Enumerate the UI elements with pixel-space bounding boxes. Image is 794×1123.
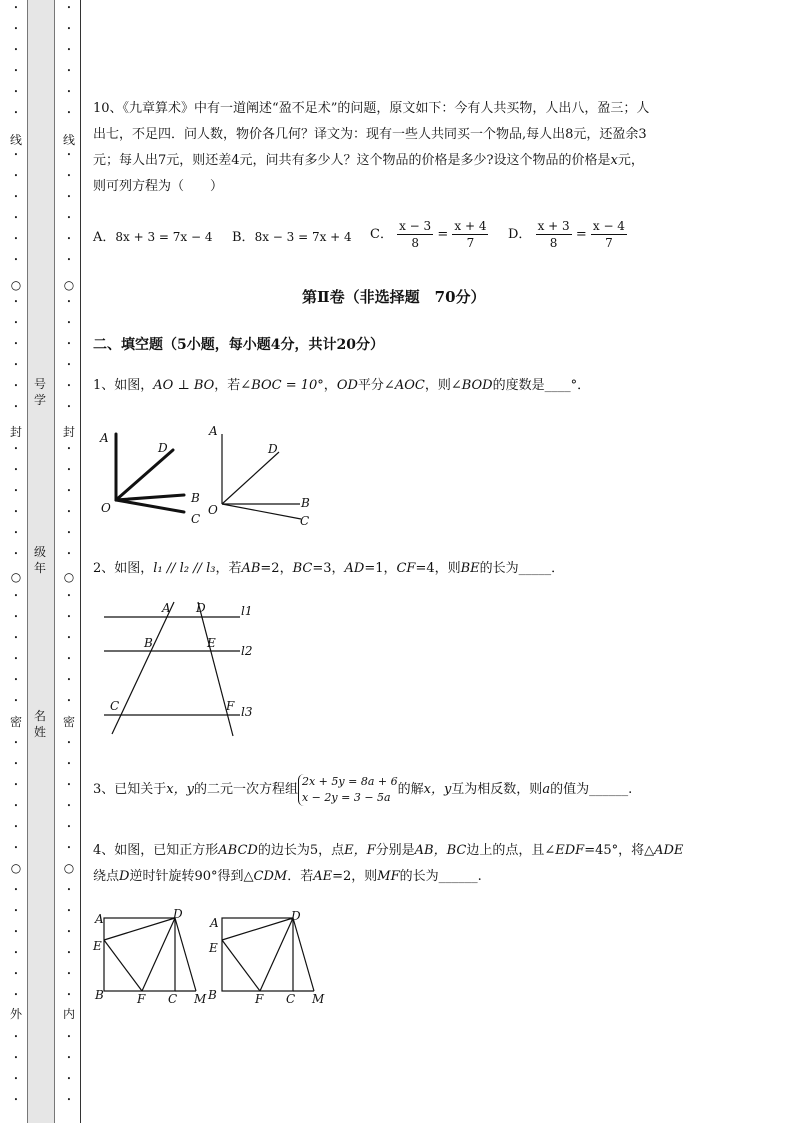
binding-dot-icon: • xyxy=(66,319,72,327)
binding-dot-icon: • xyxy=(66,193,72,201)
q2-label-D: D xyxy=(196,601,206,615)
binding-dot-icon: • xyxy=(13,1054,19,1062)
q1-text: 1、如图，AO ⊥ BO，若∠BOC = 10°，OD平分∠AOC，则∠BOD的度数是____°． xyxy=(93,378,591,393)
inner-label-nei: 内 xyxy=(62,1007,75,1021)
binding-dot-icon: • xyxy=(66,235,72,243)
binding-dot-icon: • xyxy=(13,361,19,369)
binding-dot-icon: • xyxy=(13,907,19,915)
option-c-frac2: $\frac{x + 4}{7}$ xyxy=(454,219,487,250)
binding-dot-icon: • xyxy=(66,172,72,180)
binding-dot-icon: • xyxy=(13,298,19,306)
inner-label-mi: 密 xyxy=(62,715,75,729)
q1-fig2-label-B: B xyxy=(301,496,310,510)
option-c-frac1: $\frac{x - 3}{8}$ xyxy=(399,219,432,250)
q3-text: 3、已知关于x，y的二元一次方程组 2x + 5y = 8a + 6 x − 2y = 3 − 5a 的解x，y互为相反数，则a的值为______. xyxy=(93,774,633,804)
binding-dot-icon: • xyxy=(66,46,72,54)
binding-dot-icon: • xyxy=(66,781,72,789)
q10-var-x: x xyxy=(610,153,618,168)
option-b-label: B． xyxy=(232,230,255,245)
q10-line3 xyxy=(93,148,644,174)
option-d-frac1: $\frac{x + 3}{8}$ xyxy=(537,219,570,250)
q4-fig1-label-M: M xyxy=(194,992,207,1006)
q10-line1: 10、《九章算术》中有一道阐述“盈不足术”的问题，原文如下：今有人共买物，人出八，盈三；人 xyxy=(93,101,650,116)
q10-line3-end: 元， xyxy=(617,153,644,168)
q1-fig1-label-D: D xyxy=(158,441,168,455)
binding-circle-icon: ○ xyxy=(10,861,22,875)
binding-dot-icon: • xyxy=(66,634,72,642)
binding-circle-icon: ○ xyxy=(10,278,22,292)
q10-option-b xyxy=(232,222,352,253)
q4-fig1-label-D: D xyxy=(173,907,183,921)
outer-label-wai: 外 xyxy=(9,1007,22,1021)
binding-dot-icon: • xyxy=(13,214,19,222)
field-exam-number: 号学 xyxy=(33,377,46,407)
q2-label-E: E xyxy=(207,636,216,650)
binding-dot-icon: • xyxy=(13,67,19,75)
binding-dot-icon: • xyxy=(13,1075,19,1083)
q4-fig1-label-C: C xyxy=(168,992,178,1006)
binding-dot-icon: • xyxy=(13,634,19,642)
outer-label-feng: 封 xyxy=(9,425,22,439)
binding-dot-icon: • xyxy=(66,550,72,558)
binding-dot-icon: • xyxy=(66,529,72,537)
inner-rule xyxy=(80,0,81,1123)
binding-dot-icon: • xyxy=(66,1054,72,1062)
q4-fig1-label-A: A xyxy=(95,912,104,926)
q4-fig2-label-B: B xyxy=(208,988,217,1002)
q1-fig2-label-O: O xyxy=(208,503,218,517)
q4-figure xyxy=(92,906,342,1008)
outer-label-mi: 密 xyxy=(9,715,22,729)
binding-dot-icon: • xyxy=(66,655,72,663)
outer-dot-column xyxy=(9,0,23,1123)
binding-dot-icon: • xyxy=(13,844,19,852)
binding-dot-icon: • xyxy=(66,970,72,978)
binding-dot-icon: • xyxy=(13,151,19,159)
q2-label-B: B xyxy=(144,636,153,650)
binding-dot-icon: • xyxy=(13,466,19,474)
q4-fig1-label-E: E xyxy=(93,939,102,953)
q4-fig1-label-B: B xyxy=(95,988,104,1002)
binding-dot-icon: • xyxy=(66,256,72,264)
binding-dot-icon: • xyxy=(13,823,19,831)
q4-fig2-label-E: E xyxy=(209,941,218,955)
option-d-eq: = xyxy=(575,227,587,242)
binding-dot-icon: • xyxy=(13,487,19,495)
inner-dot-column xyxy=(62,0,76,1123)
binding-dot-icon: • xyxy=(66,907,72,915)
binding-dot-icon: • xyxy=(66,298,72,306)
outer-label-xian: 线 xyxy=(9,133,22,147)
q4-fig2-label-A: A xyxy=(210,916,219,930)
binding-dot-icon: • xyxy=(66,109,72,117)
binding-dot-icon: • xyxy=(13,592,19,600)
binding-dot-icon: • xyxy=(66,928,72,936)
q4-line2: 绕点D逆时针旋转90°得到△CDM．若AE=2，则MF的长为______. xyxy=(93,869,482,884)
binding-dot-icon: • xyxy=(66,403,72,411)
binding-dot-icon: • xyxy=(13,340,19,348)
binding-dot-icon: • xyxy=(66,823,72,831)
section2-title: 二、填空题（5小题，每小题4分，共计20分） xyxy=(93,337,384,353)
option-c-label: C． xyxy=(370,227,393,242)
binding-circle-icon: ○ xyxy=(63,861,75,875)
binding-dot-icon: • xyxy=(13,88,19,96)
binding-dot-icon: • xyxy=(66,340,72,348)
option-a-expr: 8x + 3 = 7x − 4 xyxy=(115,230,213,244)
binding-dot-icon: • xyxy=(66,466,72,474)
binding-dot-icon: • xyxy=(13,613,19,621)
binding-dot-icon: • xyxy=(13,109,19,117)
binding-dot-icon: • xyxy=(66,67,72,75)
q2-text: 2、如图，l₁ // l₂ // l₃，若AB=2，BC=3，AD=1，CF=4，则BE的长为_____． xyxy=(93,561,565,576)
binding-dot-icon: • xyxy=(66,592,72,600)
binding-dot-icon: • xyxy=(13,193,19,201)
binding-dot-icon: • xyxy=(66,739,72,747)
q10-option-a xyxy=(93,222,213,253)
binding-dot-icon: • xyxy=(13,25,19,33)
binding-dot-icon: • xyxy=(13,172,19,180)
q1-fig2-label-A: A xyxy=(209,424,218,438)
binding-dot-icon: • xyxy=(13,529,19,537)
binding-dot-icon: • xyxy=(13,382,19,390)
binding-dot-icon: • xyxy=(66,802,72,810)
binding-dot-icon: • xyxy=(66,214,72,222)
q1-figure xyxy=(95,422,325,532)
q10-line4: 则可列方程为（ ） xyxy=(93,179,224,194)
q2-figure xyxy=(98,598,268,743)
q1-fig2-label-C: C xyxy=(300,514,310,528)
q3-system: 2x + 5y = 8a + 6 x − 2y = 3 − 5a xyxy=(298,774,398,806)
q1-fig1-label-C: C xyxy=(191,512,201,526)
binding-dot-icon: • xyxy=(13,676,19,684)
binding-dot-icon: • xyxy=(13,970,19,978)
binding-dot-icon: • xyxy=(13,928,19,936)
q10-option-d xyxy=(508,218,627,251)
binding-dot-icon: • xyxy=(13,949,19,957)
binding-dot-icon: • xyxy=(66,487,72,495)
binding-dot-icon: • xyxy=(13,655,19,663)
binding-dot-icon: • xyxy=(66,991,72,999)
q4-line1: 4、如图，已知正方形ABCD的边长为5，点E，F分别是AB，BC边上的点，且∠EDF=45°，将△ADE xyxy=(93,843,684,858)
binding-dot-icon: • xyxy=(13,1096,19,1104)
q10-option-c xyxy=(370,218,488,251)
part2-title: 第Ⅱ卷（非选择题 70分） xyxy=(302,288,486,306)
binding-dot-icon: • xyxy=(13,445,19,453)
binding-dot-icon: • xyxy=(13,739,19,747)
q2-label-F: F xyxy=(226,699,235,713)
binding-dot-icon: • xyxy=(66,508,72,516)
binding-dot-icon: • xyxy=(66,361,72,369)
binding-dot-icon: • xyxy=(13,508,19,516)
binding-dot-icon: • xyxy=(66,151,72,159)
q2-label-l3: l3 xyxy=(241,705,253,719)
binding-circle-icon: ○ xyxy=(63,570,75,584)
q2-label-l2: l2 xyxy=(241,644,253,658)
binding-dot-icon: • xyxy=(13,46,19,54)
option-c-eq: = xyxy=(437,227,449,242)
binding-dot-icon: • xyxy=(66,949,72,957)
q4-fig1-label-F: F xyxy=(137,992,146,1006)
binding-dot-icon: • xyxy=(13,319,19,327)
binding-dot-icon: • xyxy=(13,235,19,243)
binding-dot-icon: • xyxy=(66,760,72,768)
binding-dot-icon: • xyxy=(13,403,19,411)
q2-label-l1: l1 xyxy=(241,604,253,618)
inner-label-xian: 线 xyxy=(62,133,75,147)
binding-dot-icon: • xyxy=(66,844,72,852)
q4-fig2-label-C: C xyxy=(286,992,296,1006)
binding-dot-icon: • xyxy=(66,676,72,684)
q1-fig2-label-D: D xyxy=(268,442,278,456)
binding-dot-icon: • xyxy=(66,697,72,705)
binding-dot-icon: • xyxy=(13,697,19,705)
field-name: 名姓 xyxy=(33,709,46,739)
binding-dot-icon: • xyxy=(66,886,72,894)
option-b-expr: 8x − 3 = 7x + 4 xyxy=(254,230,352,244)
binding-dot-icon: • xyxy=(13,1033,19,1041)
q2-label-C: C xyxy=(110,699,120,713)
binding-dot-icon: • xyxy=(66,382,72,390)
binding-dot-icon: • xyxy=(66,4,72,12)
binding-dot-icon: • xyxy=(66,1033,72,1041)
binding-dot-icon: • xyxy=(66,445,72,453)
q1-fig1-label-O: O xyxy=(101,501,111,515)
q1-fig1-label-A: A xyxy=(100,431,109,445)
q10-line2: 出七，不足四．问人数，物价各几何？译文为：现有一些人共同买一个物品,每人出8元，还盈余3 xyxy=(93,127,647,142)
option-d-label: D． xyxy=(508,227,532,242)
binding-dot-icon: • xyxy=(66,1096,72,1104)
q4-fig2-label-D: D xyxy=(291,909,301,923)
q4-fig2-label-F: F xyxy=(255,992,264,1006)
binding-dot-icon: • xyxy=(13,781,19,789)
binding-dot-icon: • xyxy=(13,550,19,558)
binding-dot-icon: • xyxy=(13,4,19,12)
inner-label-feng: 封 xyxy=(62,425,75,439)
binding-dot-icon: • xyxy=(13,256,19,264)
binding-dot-icon: • xyxy=(13,760,19,768)
q2-label-A: A xyxy=(162,601,171,615)
binding-dot-icon: • xyxy=(13,802,19,810)
option-d-frac2: $\frac{x - 4}{7}$ xyxy=(592,219,625,250)
field-grade: 级年 xyxy=(33,545,46,575)
q10-line3-text: 元；每人出7元，则还差4元，问共有多少人？这个物品的价格是多少?设这个物品的价格是 xyxy=(93,153,611,168)
q1-fig1-label-B: B xyxy=(191,491,200,505)
binding-dot-icon: • xyxy=(66,88,72,96)
binding-circle-icon: ○ xyxy=(63,278,75,292)
binding-dot-icon: • xyxy=(66,613,72,621)
option-a-label: A． xyxy=(93,230,116,245)
binding-circle-icon: ○ xyxy=(10,570,22,584)
q4-fig2-label-M: M xyxy=(312,992,325,1006)
binding-dot-icon: • xyxy=(13,991,19,999)
binding-dot-icon: • xyxy=(66,25,72,33)
binding-dot-icon: • xyxy=(13,886,19,894)
binding-dot-icon: • xyxy=(66,1075,72,1083)
